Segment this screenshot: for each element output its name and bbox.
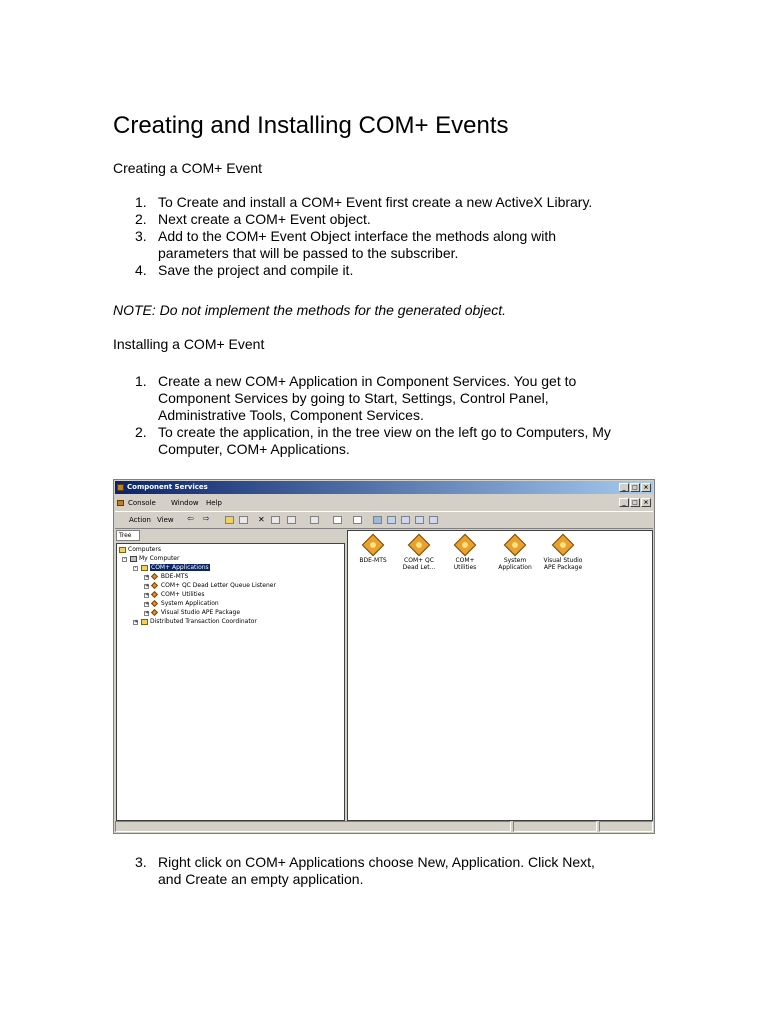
- menu-help[interactable]: Help: [206, 499, 222, 507]
- menu-window[interactable]: Window: [171, 499, 199, 507]
- expander-icon[interactable]: +: [145, 583, 150, 589]
- status-view-icon[interactable]: [429, 516, 438, 524]
- menu-console[interactable]: Console: [128, 499, 156, 507]
- expander-icon[interactable]: +: [145, 592, 150, 598]
- tab-tree[interactable]: Tree: [116, 530, 140, 541]
- expander-icon[interactable]: +: [145, 601, 150, 607]
- list-item-bde-mts[interactable]: BDE-MTS: [352, 534, 394, 564]
- com-app-icon: [362, 534, 385, 557]
- list-item-system-application[interactable]: System Application: [494, 534, 536, 571]
- installing-steps: [113, 373, 673, 458]
- tree-item-com-utilities[interactable]: COM+ Utilities: [152, 591, 205, 599]
- com-app-icon: [151, 582, 158, 589]
- minimize-button[interactable]: _: [619, 483, 629, 492]
- tree-item-dtc[interactable]: Distributed Transaction Coordinator: [141, 618, 257, 626]
- com-app-icon: [151, 600, 158, 607]
- large-icons-icon[interactable]: [373, 516, 382, 524]
- tree-pane: [116, 543, 345, 821]
- list-item: 1. To Create and install a COM+ Event first create a new ActiveX Library.: [135, 194, 593, 210]
- forward-icon[interactable]: ⇨: [203, 514, 210, 523]
- folder-icon: [141, 565, 148, 571]
- list-item-vs-ape-package[interactable]: Visual Studio APE Package: [542, 534, 584, 571]
- child-restore-button[interactable]: □: [630, 498, 640, 507]
- list-item: 2. Next create a COM+ Event object.: [135, 211, 371, 227]
- action-menu[interactable]: Action: [129, 516, 151, 524]
- menubar: [115, 496, 653, 510]
- tree-item-vs-ape-package[interactable]: Visual Studio APE Package: [152, 609, 240, 617]
- component-services-icon: [117, 484, 124, 491]
- console-icon: [117, 500, 124, 506]
- com-app-icon: [408, 534, 431, 557]
- delete-icon[interactable]: ✕: [258, 515, 265, 524]
- window-title: Component Services: [127, 483, 208, 491]
- tree-item-com-applications[interactable]: COM+ Applications: [141, 564, 210, 572]
- properties-icon[interactable]: [271, 516, 280, 524]
- list-item: 3. Right click on COM+ Applications choose New, Application. Click Next, and Create an empty application.: [135, 854, 595, 887]
- installing-steps-continued: [113, 854, 673, 888]
- com-app-icon: [504, 534, 527, 557]
- help-icon[interactable]: [310, 516, 319, 524]
- small-icons-icon[interactable]: [387, 516, 396, 524]
- maximize-button[interactable]: □: [630, 483, 640, 492]
- list-view-icon[interactable]: [401, 516, 410, 524]
- component-services-window: [113, 479, 655, 834]
- com-app-icon: [151, 609, 158, 616]
- com-app-icon: [151, 591, 158, 598]
- expander-icon[interactable]: +: [134, 619, 139, 625]
- child-minimize-button[interactable]: _: [619, 498, 629, 507]
- section-heading-installing: Installing a COM+ Event: [113, 336, 265, 352]
- show-tree-icon[interactable]: [239, 516, 248, 524]
- window-titlebar: [115, 481, 653, 494]
- new-icon[interactable]: [333, 516, 342, 524]
- up-folder-icon[interactable]: [225, 516, 234, 524]
- tree-item-qc-dead-letter[interactable]: COM+ QC Dead Letter Queue Listener: [152, 582, 276, 590]
- expander-icon[interactable]: +: [145, 610, 150, 616]
- list-item: 4. Save the project and compile it.: [135, 262, 354, 278]
- computer-icon: [130, 556, 137, 562]
- tree-item-bde-mts[interactable]: BDE-MTS: [152, 573, 188, 581]
- detail-view-icon[interactable]: [415, 516, 424, 524]
- folder-icon: [119, 547, 126, 553]
- list-item-com-utilities[interactable]: COM+ Utilities: [444, 534, 486, 571]
- folder-icon: [141, 619, 148, 625]
- back-icon[interactable]: ⇦: [187, 514, 194, 523]
- close-button[interactable]: ×: [641, 483, 651, 492]
- creating-steps: [113, 194, 673, 279]
- child-close-button[interactable]: ×: [641, 498, 651, 507]
- com-app-icon: [552, 534, 575, 557]
- tree-item-system-application[interactable]: System Application: [152, 600, 219, 608]
- com-app-icon: [151, 573, 158, 580]
- list-item: 1. Create a new COM+ Application in Component Services. You get to Component Services by going to Start, Settings, Control Panel, Administrative Tools, Component Services.: [135, 373, 577, 423]
- view-menu[interactable]: View: [157, 516, 174, 524]
- list-item: 2. To create the application, in the tree view on the left go to Computers, My Computer, COM+ Applications.: [135, 424, 611, 457]
- expander-icon[interactable]: -: [134, 565, 137, 571]
- tree-item-my-computer[interactable]: My Computer: [130, 555, 179, 563]
- note-text: NOTE: Do not implement the methods for the generated object.: [113, 302, 506, 318]
- section-heading-creating: Creating a COM+ Event: [113, 160, 263, 176]
- status-bar: [115, 821, 653, 832]
- com-app-icon: [454, 534, 477, 557]
- expander-icon[interactable]: +: [145, 574, 150, 580]
- refresh-icon[interactable]: [287, 516, 296, 524]
- tree-item-computers[interactable]: Computers: [119, 546, 161, 554]
- page-title: Creating and Installing COM+ Events: [113, 112, 509, 139]
- expander-icon[interactable]: -: [123, 556, 126, 562]
- export-icon[interactable]: [353, 516, 362, 524]
- list-item: 3. Add to the COM+ Event Object interface the methods along with parameters that will be passed to the subscriber.: [135, 228, 557, 261]
- toolbar: [115, 511, 653, 529]
- list-pane: [347, 530, 653, 821]
- list-item-qc-dead-letter[interactable]: COM+ QC Dead Let...: [398, 534, 440, 571]
